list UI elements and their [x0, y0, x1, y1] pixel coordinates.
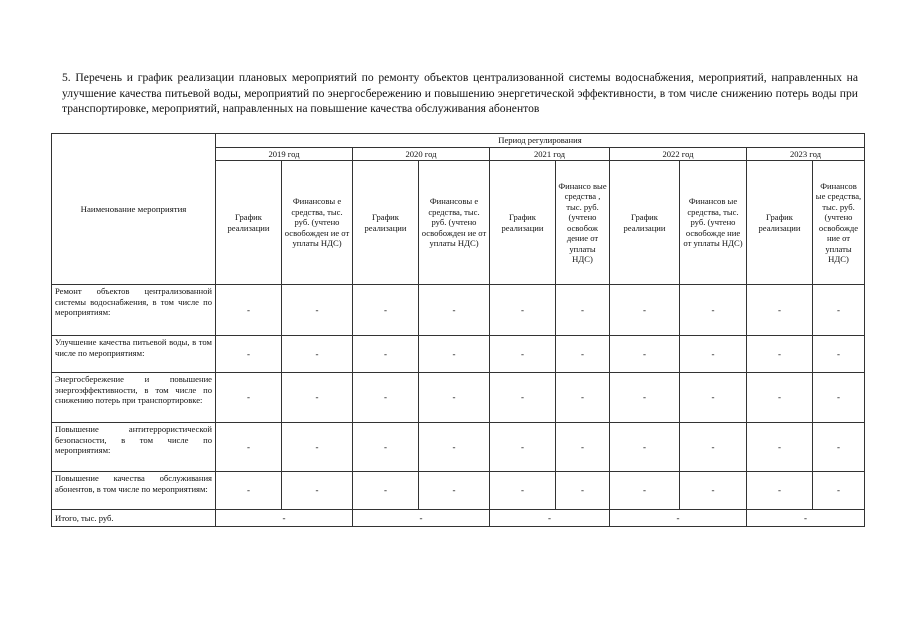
- table-cell: -: [747, 423, 813, 472]
- table-cell: -: [556, 373, 610, 423]
- table-cell: -: [813, 423, 865, 472]
- schedule-header: График реализации: [216, 161, 282, 285]
- table-cell: -: [419, 423, 490, 472]
- row-name: Улучшение качества питьевой воды, в том числе по мероприятиям:: [52, 336, 216, 373]
- table-cell: -: [747, 472, 813, 510]
- table-cell: -: [680, 285, 747, 336]
- table-cell: -: [490, 373, 556, 423]
- table-cell: -: [610, 472, 680, 510]
- row-name: Повышение качества обслуживания абонентов, в том числе по мероприятиям:: [52, 472, 216, 510]
- row-name: Повышение антитеррористической безопасности, в том числе по мероприятиям:: [52, 423, 216, 472]
- table-cell: -: [282, 285, 353, 336]
- period-header: Период регулирования: [216, 134, 865, 148]
- finance-header: Финансо вые средства , тыс. руб. (учтено освобож дение от уплаты НДС): [556, 161, 610, 285]
- schedule-header: График реализации: [353, 161, 419, 285]
- total-label: Итого, тыс. руб.: [52, 510, 216, 527]
- table-cell: -: [680, 423, 747, 472]
- table-cell: -: [813, 373, 865, 423]
- table-cell: -: [680, 373, 747, 423]
- table-cell: -: [556, 285, 610, 336]
- table-cell: -: [556, 336, 610, 373]
- table-cell: -: [680, 336, 747, 373]
- table-cell: -: [282, 373, 353, 423]
- total-cell: -: [490, 510, 610, 527]
- table-row: [52, 336, 865, 373]
- table-cell: -: [490, 423, 556, 472]
- table-cell: -: [353, 336, 419, 373]
- schedule-header: График реализации: [610, 161, 680, 285]
- schedule-header: График реализации: [747, 161, 813, 285]
- table-cell: -: [353, 423, 419, 472]
- table-row: [52, 373, 865, 423]
- table-cell: -: [282, 423, 353, 472]
- table-cell: -: [490, 336, 556, 373]
- table-cell: -: [216, 472, 282, 510]
- year-header: 2023 год: [747, 148, 865, 161]
- table-cell: -: [680, 472, 747, 510]
- table-cell: -: [216, 336, 282, 373]
- table-cell: -: [813, 472, 865, 510]
- row-name: Энергосбережение и повышение энергоэффективности, в том числе по снижению потерь при транспортировке:: [52, 373, 216, 423]
- table-cell: -: [813, 336, 865, 373]
- total-cell: -: [747, 510, 865, 527]
- table-cell: -: [610, 285, 680, 336]
- table-cell: -: [490, 472, 556, 510]
- table-cell: -: [216, 373, 282, 423]
- finance-header: Финансовы е средства, тыс. руб. (учтено освобожден ие от уплаты НДС): [419, 161, 490, 285]
- table-cell: -: [813, 285, 865, 336]
- row-name: Ремонт объектов централизованной системы водоснабжения, в том числе по мероприятиям:: [52, 285, 216, 336]
- table-cell: -: [282, 336, 353, 373]
- table-cell: -: [610, 423, 680, 472]
- table-cell: -: [419, 373, 490, 423]
- section-heading: 5. Перечень и график реализации плановых мероприятий по ремонту объектов централизованной системы водоснабжения, мероприятий, направленных на улучшение качества питьевой воды, мероприятий по энергосбережению и повышению энергетической эффективности, в том числе снижению потерь воды при транспортировке, мероприятий, направленных на повышение качества обслуживания абонентов: [62, 71, 858, 115]
- table-cell: -: [216, 423, 282, 472]
- table-cell: -: [610, 336, 680, 373]
- total-cell: -: [216, 510, 353, 527]
- table-cell: -: [282, 472, 353, 510]
- finance-header: Финансов ые средства, тыс. руб. (учтено освобожде ние от уплаты НДС): [680, 161, 747, 285]
- table-cell: -: [353, 285, 419, 336]
- table-cell: -: [419, 285, 490, 336]
- table-cell: -: [490, 285, 556, 336]
- table-cell: -: [610, 373, 680, 423]
- table-cell: -: [419, 472, 490, 510]
- table-cell: -: [419, 336, 490, 373]
- table-cell: -: [216, 285, 282, 336]
- table-cell: -: [353, 472, 419, 510]
- table-cell: -: [353, 373, 419, 423]
- plan-table: [51, 133, 865, 527]
- finance-header: Финансов ые средства, тыс. руб. (учтено освобожде ние от уплаты НДС): [813, 161, 865, 285]
- table-row: [52, 285, 865, 336]
- year-header: 2019 год: [216, 148, 353, 161]
- table-cell: -: [556, 423, 610, 472]
- schedule-header: График реализации: [490, 161, 556, 285]
- table-row: [52, 472, 865, 510]
- total-row: [52, 510, 865, 527]
- table-cell: -: [747, 373, 813, 423]
- table-row: [52, 423, 865, 472]
- finance-header: Финансовы е средства, тыс. руб. (учтено освобожден ие от уплаты НДС): [282, 161, 353, 285]
- table-cell: -: [556, 472, 610, 510]
- year-header: 2022 год: [610, 148, 747, 161]
- table-cell: -: [747, 336, 813, 373]
- table-cell: -: [747, 285, 813, 336]
- name-header: Наименование мероприятия: [52, 134, 216, 285]
- total-cell: -: [353, 510, 490, 527]
- total-cell: -: [610, 510, 747, 527]
- year-header: 2020 год: [353, 148, 490, 161]
- year-header: 2021 год: [490, 148, 610, 161]
